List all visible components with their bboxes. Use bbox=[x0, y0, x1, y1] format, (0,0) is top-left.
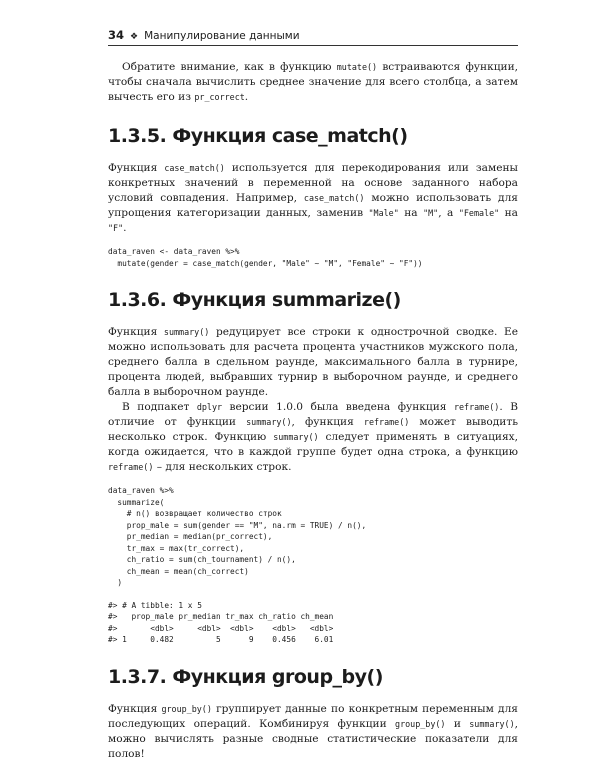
summarize-paragraph-2: В подпакет dplyr версии 1.0.0 была введена функция reframe(). В отличие от функции summary(), функция reframe() может выводить несколько строк. Функцию summary() следует применять в ситуациях, когда ожидается, что в каждой группе будет одна строка, а функцию reframe() – для нескольких строк. bbox=[108, 401, 519, 473]
summarize-paragraph-1: Функция summary() редуцирует все строки к однострочной сводке. Ее можно использовать для расчета процента участников мужского пола, среднего балла в сдельном раунде, максимального балла в турнире, процента людей, выбравших турнир в выборочном раунде, и среднего балла в выборочном раунде. bbox=[108, 326, 518, 398]
intro-paragraph: Обратите внимание, как в функцию mutate() встраиваются функции, чтобы сначала вычислить среднее значение для всего столбца, а затем вычесть его из pr_correct. bbox=[108, 61, 518, 103]
running-header bbox=[108, 28, 518, 46]
group-by-paragraph: Функция group_by() группирует данные по конкретным переменным для последующих операций. Комбинируя функции group_by() и summary(), можно вычислять разные сводные статистические показатели для полов! bbox=[108, 702, 519, 760]
case-match-code: data_raven <- data_raven %>% mutate(gender = case_match(gender, "Male" ~ "M", "Female" ~ "F")) bbox=[108, 247, 423, 268]
heading-summarize: 1.3.6. Функция summarize() bbox=[108, 289, 401, 311]
summarize-output: #> # A tibble: 1 x 5 #> prop_male pr_median tr_max ch_ratio ch_mean #> <dbl> <dbl> <dbl> <dbl> <dbl> #> 1 0.482 5 9 0.456 6.01 bbox=[108, 600, 334, 644]
summarize-code: data_raven %>% summarize( # n() возвращает количество строк prop_male = sum(gender == "M", na.rm = TRUE) / n(), pr_median = median(pr_correct), tr_max = max(tr_correct), ch_ratio = sum(ch_tournament) / n(), ch_mean = mean(ch_correct) ) bbox=[108, 486, 367, 587]
page-number: 34 bbox=[108, 28, 125, 42]
heading-group-by: 1.3.7. Функция group_by() bbox=[108, 665, 383, 688]
book-page bbox=[108, 28, 518, 762]
case-match-paragraph: Функция case_match() используется для перекодирования или замены конкретных значений в переменной на основе заданного набора условий совпадения. Например, case_match() можно использовать для упрощения категоризации данных, заменив "Male" на "M", а "Female" на "F". bbox=[108, 162, 518, 234]
heading-case-match: 1.3.5. Функция case_match() bbox=[108, 125, 408, 147]
diamond-icon: ❖ bbox=[130, 32, 139, 42]
chapter-title: Манипулирование данными bbox=[144, 30, 300, 42]
